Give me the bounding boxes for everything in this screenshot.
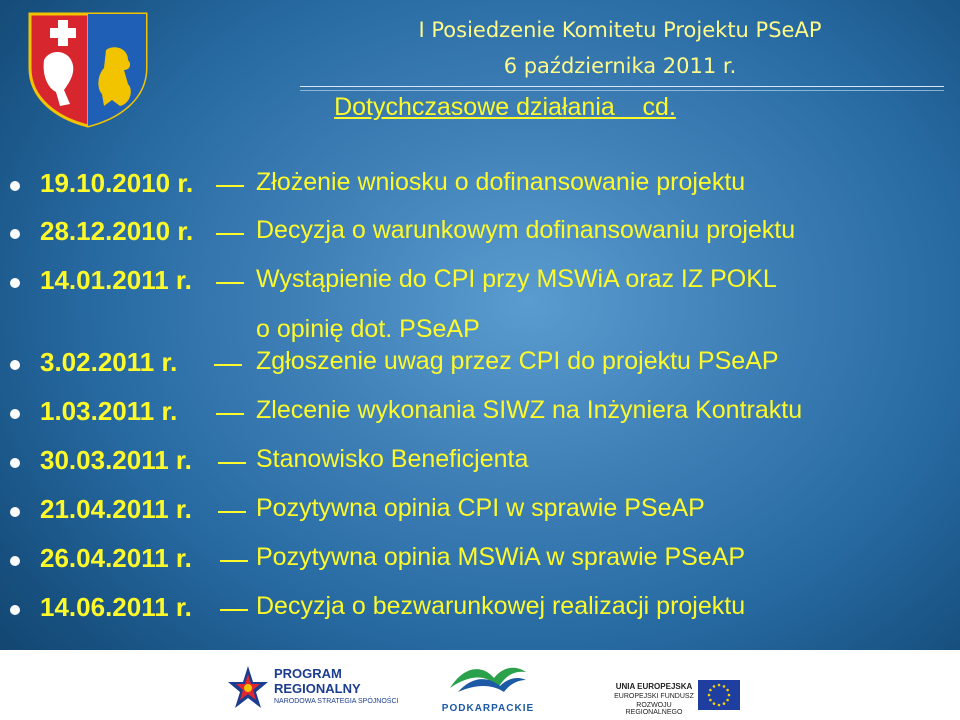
timeline-text: Decyzja o bezwarunkowej realizacji projektu — [256, 592, 746, 620]
dash-icon — [216, 233, 244, 235]
timeline-text-continued: o opinię dot. PSeAP — [256, 315, 480, 343]
timeline-item — [0, 445, 960, 485]
program-star-icon — [228, 666, 268, 714]
program-regionalny-logo — [228, 660, 399, 718]
timeline-item — [0, 265, 960, 343]
timeline-item — [0, 494, 960, 534]
bullet-icon — [10, 409, 20, 419]
timeline-date: 28.12.2010 r. — [40, 216, 194, 246]
timeline-date: 21.04.2011 r. — [40, 494, 192, 524]
program-label-line1: PROGRAM — [274, 666, 342, 681]
dash-icon — [214, 364, 242, 366]
dash-icon — [218, 462, 246, 464]
dash-icon — [216, 282, 244, 284]
podkarpackie-label: PODKARPACKIE — [441, 703, 535, 714]
bullet-icon — [10, 458, 20, 468]
timeline-date: 1.03.2011 r. — [40, 396, 178, 426]
program-label-line2: REGIONALNY — [274, 681, 361, 696]
bullet-icon — [10, 278, 20, 288]
timeline-text: Złożenie wniosku o dofinansowanie projektu — [256, 168, 746, 196]
timeline-item — [0, 216, 960, 256]
timeline-text: Pozytywna opinia CPI w sprawie PSeAP — [256, 494, 705, 522]
dash-icon — [216, 413, 244, 415]
bullet-icon — [10, 229, 20, 239]
timeline-text: Wystąpienie do CPI przy MSWiA oraz IZ POKL — [256, 265, 777, 293]
bullet-icon — [10, 181, 20, 191]
dash-icon — [220, 609, 248, 611]
eu-label-line1: UNIA EUROPEJSKA — [615, 682, 693, 691]
eu-label-line2: EUROPEJSKI FUNDUSZ — [614, 693, 694, 700]
footer-logos — [0, 650, 960, 720]
timeline-text: Stanowisko Beneficjenta — [256, 445, 529, 473]
header-date: 6 października 2011 r. — [503, 54, 737, 78]
timeline-item — [0, 396, 960, 436]
timeline-item — [0, 592, 960, 632]
timeline-item — [0, 168, 960, 208]
timeline-text: Decyzja o warunkowym dofinansowaniu projektu — [256, 216, 796, 244]
bullet-icon — [10, 507, 20, 517]
timeline-date: 30.03.2011 r. — [40, 445, 192, 475]
timeline-date: 19.10.2010 r. — [40, 168, 194, 198]
timeline-text: Zlecenie wykonania SIWZ na Inżyniera Kontraktu — [256, 396, 803, 424]
timeline-text: Pozytywna opinia MSWiA w sprawie PSeAP — [256, 543, 746, 571]
podkarpackie-mountains-icon — [448, 658, 528, 694]
bullet-icon — [10, 556, 20, 566]
eu-flag-icon — [698, 680, 740, 710]
timeline-item — [0, 347, 960, 387]
timeline-date: 26.04.2011 r. — [40, 543, 192, 573]
slide-heading: Dotychczasowe działania cd. — [334, 93, 676, 121]
timeline-date: 14.01.2011 r. — [40, 265, 192, 295]
header-title: I Posiedzenie Komitetu Projektu PSeAP — [418, 18, 822, 42]
timeline-date: 3.02.2011 r. — [40, 347, 178, 377]
timeline-text: Zgłoszenie uwag przez CPI do projektu PSeAP — [256, 347, 779, 375]
dash-icon — [220, 560, 248, 562]
bullet-icon — [10, 360, 20, 370]
timeline-date: 14.06.2011 r. — [40, 592, 192, 622]
timeline-item — [0, 543, 960, 583]
eu-logo — [614, 680, 744, 718]
dash-icon — [218, 511, 246, 513]
program-label-line3: NARODOWA STRATEGIA SPÓJNOŚCI — [274, 698, 399, 705]
eu-label-line3: ROZWOJU REGIONALNEGO — [625, 702, 683, 716]
dash-icon — [216, 185, 244, 187]
bullet-icon — [10, 605, 20, 615]
podkarpackie-logo — [434, 658, 542, 718]
